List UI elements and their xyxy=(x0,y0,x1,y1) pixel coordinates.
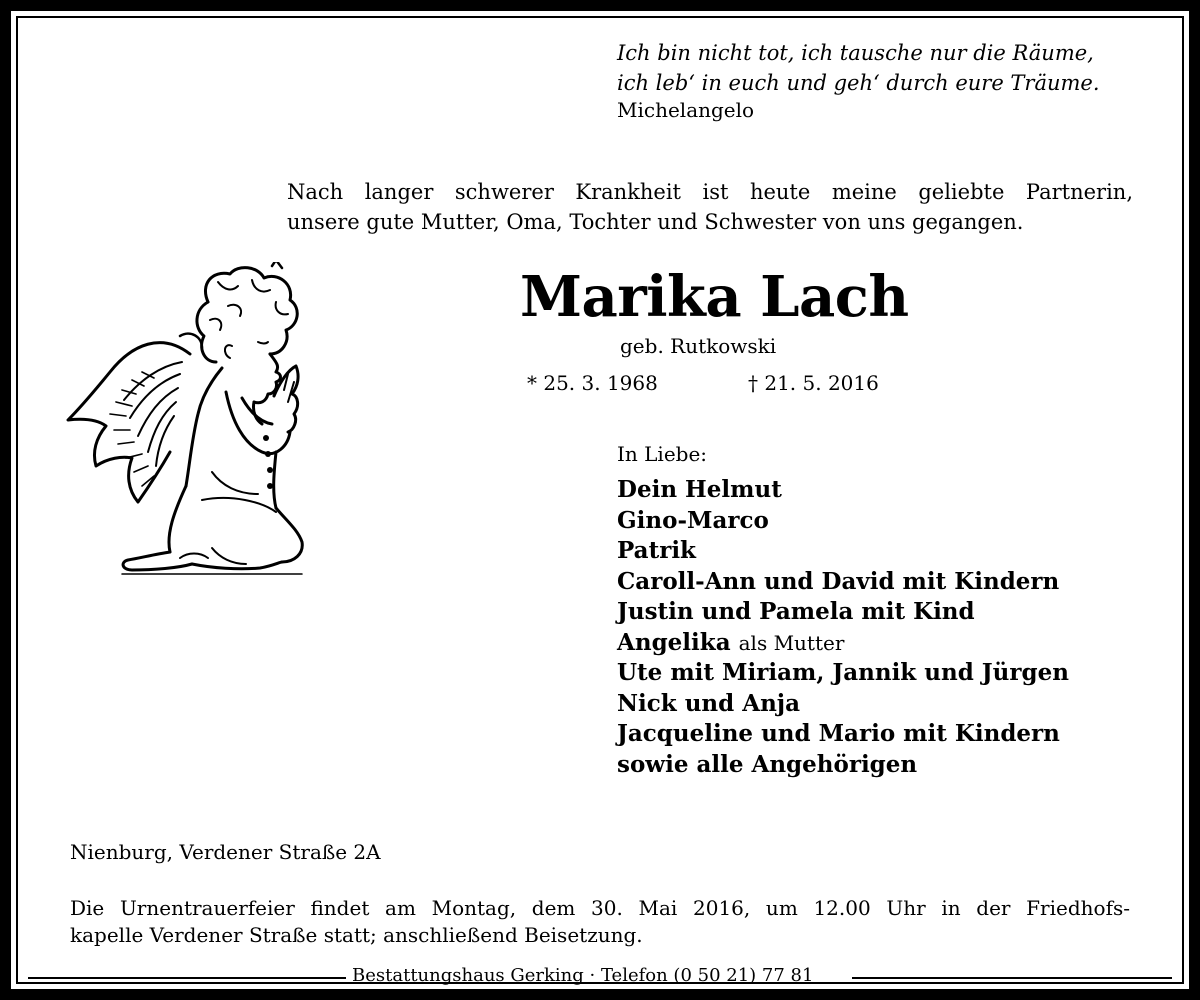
mourner-item: Justin und Pamela mit Kind xyxy=(617,598,975,625)
deceased-name: Marika Lach xyxy=(520,264,909,330)
mourner-item: sowie alle Angehörigen xyxy=(617,750,918,778)
funeral-home-footer: Bestattungshaus Gerking · Telefon (0 50 21) 77 81 xyxy=(352,965,814,986)
intro-line-1: Nach langer schwerer Krankheit ist heute meine geliebte Partnerin, xyxy=(287,180,1133,204)
mourner-item: Angelika als Mutter xyxy=(617,628,845,656)
praying-angel-icon xyxy=(62,262,322,582)
mourner-item: Jacqueline und Mario mit Kindern xyxy=(617,720,1060,747)
address: Nienburg, Verdener Straße 2A xyxy=(70,840,381,864)
mourner-item: Dein Helmut xyxy=(617,476,782,503)
quote-author: Michelangelo xyxy=(617,98,755,122)
maiden-name: geb. Rutkowski xyxy=(620,334,777,358)
mourners-label: In Liebe: xyxy=(617,442,708,466)
quote-line-2: ich leb‘ in euch und geh‘ durch eure Träume. xyxy=(617,71,1100,95)
mourner-item: Nick und Anja xyxy=(617,689,801,717)
birth-date: * 25. 3. 1968 xyxy=(527,371,658,395)
ceremony-line-2: kapelle Verdener Straße statt; anschließend Beisetzung. xyxy=(70,923,643,947)
mourners-list xyxy=(617,475,1069,780)
ceremony-line-1: Die Urnentrauerfeier findet am Montag, dem 30. Mai 2016, um 12.00 Uhr in der Friedhofs- xyxy=(70,896,1130,920)
mourner-item: Patrik xyxy=(617,537,696,564)
mourner-item: Gino-Marco xyxy=(617,506,769,534)
intro-text xyxy=(287,177,1133,237)
death-date: † 21. 5. 2016 xyxy=(748,371,879,395)
quote xyxy=(617,38,1100,98)
mourner-suffix: als Mutter xyxy=(738,630,845,655)
footer-rule-right xyxy=(852,977,1172,979)
mourner-item: Caroll-Ann und David mit Kindern xyxy=(617,567,1060,595)
intro-line-2: unsere gute Mutter, Oma, Tochter und Schwester von uns gegangen. xyxy=(287,210,1024,234)
ceremony-notice xyxy=(70,895,1130,949)
mourner-item: Ute mit Miriam, Jannik und Jürgen xyxy=(617,659,1069,686)
quote-line-1: Ich bin nicht tot, ich tausche nur die Räume, xyxy=(617,41,1094,65)
footer-rule-left xyxy=(28,977,346,979)
